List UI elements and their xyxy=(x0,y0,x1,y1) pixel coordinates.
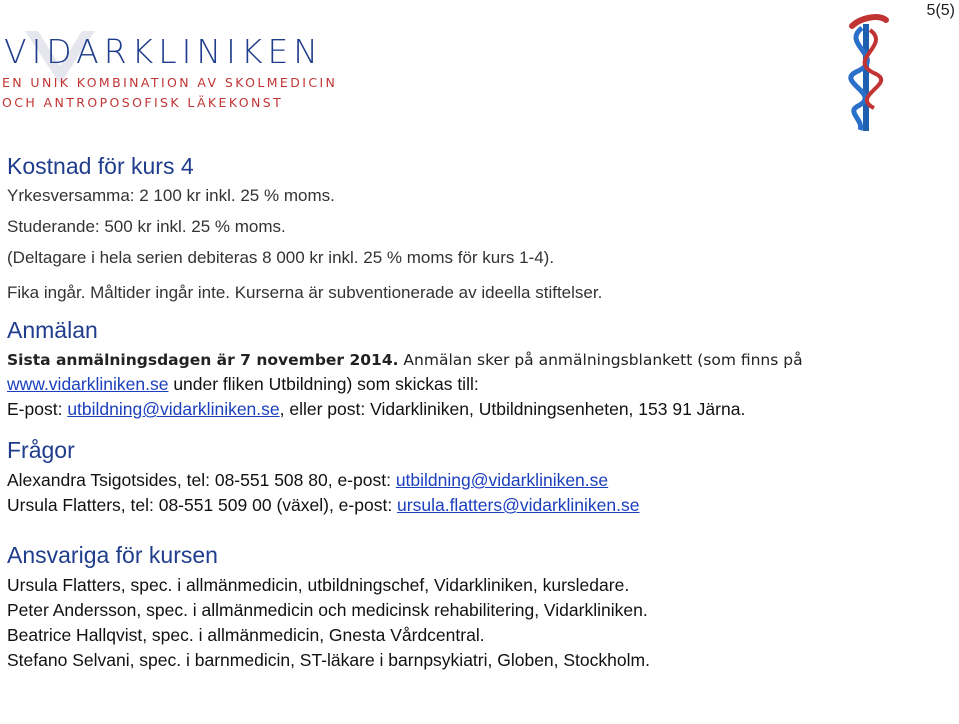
section-questions xyxy=(7,436,952,518)
cost-line: Yrkesversamma: 2 100 kr inkl. 25 % moms. xyxy=(7,186,335,205)
contact-text: Alexandra Tsigotsides, tel: 08-551 508 80, e-post: xyxy=(7,470,396,490)
registration-email-link[interactable]: utbildning@vidarkliniken.se xyxy=(67,399,280,419)
registration-heading: Anmälan xyxy=(7,317,98,343)
email-prefix: E-post: xyxy=(7,399,68,419)
section-registration xyxy=(7,316,952,422)
email-suffix: , eller post: Vidarkliniken, Utbildningsenheten, 153 91 Järna. xyxy=(279,399,746,419)
logo-name: VIDARKLINIKEN xyxy=(4,32,323,71)
registration-text-2: under fliken Utbildning) som skickas till: xyxy=(168,374,479,394)
contact-email-link[interactable]: utbildning@vidarkliniken.se xyxy=(395,470,609,490)
registration-line-3 xyxy=(7,397,952,422)
section-responsible xyxy=(7,541,952,673)
responsible-person: Stefano Selvani, spec. i barnmedicin, ST-läkare i barnpsykiatri, Globen, Stockholm. xyxy=(7,650,650,670)
responsible-heading: Ansvariga för kursen xyxy=(7,542,218,568)
page-number: 5(5) xyxy=(926,2,955,19)
cost-line: Fika ingår. Måltider ingår inte. Kurserna är subventionerade av ideella stiftelser. xyxy=(7,283,603,302)
registration-line-1 xyxy=(7,348,952,372)
staff-emblem-icon xyxy=(826,6,906,136)
contact-line xyxy=(7,468,952,493)
questions-heading: Frågor xyxy=(7,437,75,463)
responsible-person: Ursula Flatters, spec. i allmänmedicin, utbildningschef, Vidarkliniken, kursledare. xyxy=(7,575,630,595)
section-costs xyxy=(7,152,952,308)
registration-text-1: Anmälan sker på anmälningsblankett (som finns på xyxy=(398,351,803,369)
responsible-person: Beatrice Hallqvist, spec. i allmänmedicin, Gnesta Vårdcentral. xyxy=(7,625,485,645)
page-content xyxy=(7,152,952,673)
responsible-person: Peter Andersson, spec. i allmänmedicin och medicinsk rehabilitering, Vidarkliniken. xyxy=(7,600,648,620)
logo-tagline-2: OCH ANTROPOSOFISK LÄKEKONST xyxy=(2,95,284,110)
contact-line xyxy=(7,493,952,518)
cost-line: (Deltagare i hela serien debiteras 8 000 kr inkl. 25 % moms för kurs 1-4). xyxy=(7,248,555,267)
vidarkliniken-logo xyxy=(0,18,340,118)
website-link[interactable]: www.vidarkliniken.se xyxy=(7,374,169,394)
costs-heading: Kostnad för kurs 4 xyxy=(7,153,194,179)
contact-email-link[interactable]: ursula.flatters@vidarkliniken.se xyxy=(397,495,640,515)
cost-line: Studerande: 500 kr inkl. 25 % moms. xyxy=(7,217,286,236)
logo-tagline-1: EN UNIK KOMBINATION AV SKOLMEDICIN xyxy=(2,75,338,90)
registration-line-2 xyxy=(7,372,952,397)
registration-deadline: Sista anmälningsdagen är 7 november 2014. xyxy=(7,351,399,369)
contact-text: Ursula Flatters, tel: 08-551 509 00 (växel), e-post: xyxy=(7,495,398,515)
